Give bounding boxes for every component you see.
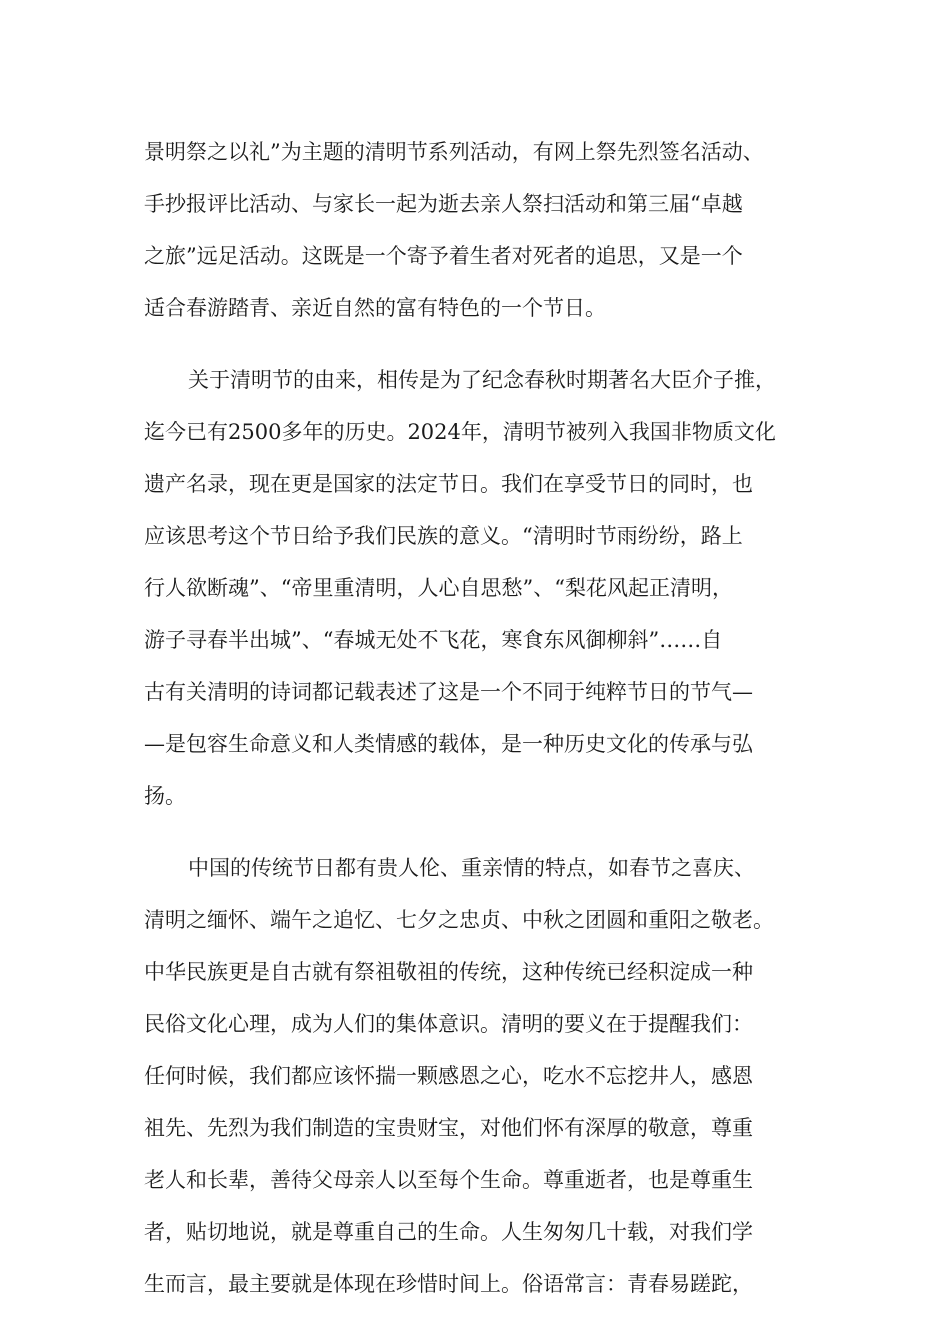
paragraph-3	[144, 842, 806, 1310]
text-line: 应该思考这个节日给予我们民族的意义。“清明时节雨纷纷，路上	[144, 524, 743, 548]
paragraph-2	[144, 354, 806, 822]
text-line: 适合春游踏青、亲近自然的富有特色的一个节日。	[144, 296, 606, 320]
text-line: 游子寻春半出城”、“春城无处不飞花，寒食东风御柳斜”……自	[144, 628, 723, 652]
text-line: 者，贴切地说，就是尊重自己的生命。人生匆匆几十载，对我们学	[144, 1220, 753, 1244]
text-line: 手抄报评比活动、与家长一起为逝去亲人祭扫活动和第三届“卓越	[144, 192, 743, 216]
paragraph-spacer	[144, 334, 806, 354]
text-line: 景明祭之以礼”为主题的清明节系列活动，有网上祭先烈签名活动、	[144, 140, 764, 164]
document-page	[144, 126, 806, 1310]
text-line: —是包容生命意义和人类情感的载体，是一种历史文化的传承与弘	[144, 732, 753, 756]
text-line: 关于清明节的由来，相传是为了纪念春秋时期著名大臣介子推，	[188, 368, 776, 392]
text-line: 遗产名录，现在更是国家的法定节日。我们在享受节日的同时，也	[144, 472, 753, 496]
text-line: 祖先、先烈为我们制造的宝贵财宝，对他们怀有深厚的敬意，尊重	[144, 1116, 753, 1140]
text-line: 迄今已有2500多年的历史。2024年，清明节被列入我国非物质文化	[144, 420, 776, 444]
text-line: 之旅”远足活动。这既是一个寄予着生者对死者的追思，又是一个	[144, 244, 743, 268]
text-line: 中华民族更是自古就有祭祖敬祖的传统，这种传统已经积淀成一种	[144, 960, 753, 984]
text-line: 中国的传统节日都有贵人伦、重亲情的特点，如春节之喜庆、	[188, 856, 755, 880]
text-line: 任何时候，我们都应该怀揣一颗感恩之心，吃水不忘挖井人，感恩	[144, 1064, 753, 1088]
paragraph-1	[144, 126, 806, 334]
text-line: 生而言，最主要就是体现在珍惜时间上。俗语常言：青春易蹉跎，	[144, 1272, 753, 1296]
text-line: 民俗文化心理，成为人们的集体意识。清明的要义在于提醒我们：	[144, 1012, 753, 1036]
text-line: 清明之缅怀、端午之追忆、七夕之忠贞、中秋之团圆和重阳之敬老。	[144, 908, 774, 932]
text-line: 扬。	[144, 784, 186, 808]
text-line: 古有关清明的诗词都记载表述了这是一个不同于纯粹节日的节气—	[144, 680, 753, 704]
text-line: 行人欲断魂”、“帝里重清明，人心自思愁”、“梨花风起正清明，	[144, 576, 733, 600]
text-line: 老人和长辈，善待父母亲人以至每个生命。尊重逝者，也是尊重生	[144, 1168, 753, 1192]
paragraph-spacer	[144, 822, 806, 842]
